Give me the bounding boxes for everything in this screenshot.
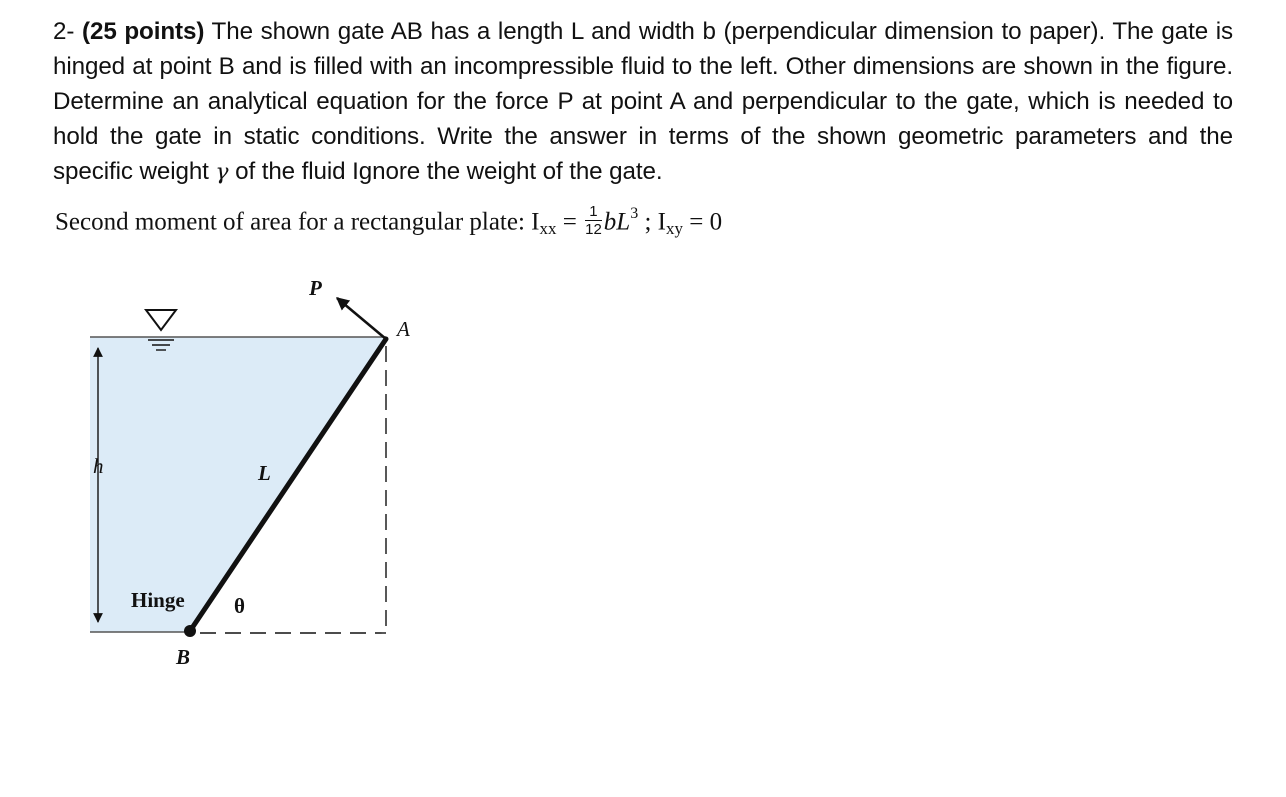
formula-prefix: Second moment of area for a rectangular plate:	[55, 208, 525, 236]
label-depth-h: h	[93, 454, 104, 478]
label-point-a: A	[397, 317, 410, 341]
label-point-b: B	[176, 645, 191, 669]
term-bl: bL	[603, 208, 631, 236]
label-hinge: Hinge	[131, 588, 185, 612]
term-exponent: 3	[630, 205, 639, 222]
gamma-symbol: γ	[215, 160, 229, 185]
label-force-p: P	[309, 276, 322, 300]
problem-points: (25 points)	[82, 18, 205, 45]
problem-text-part2: of the fluid Ignore the weight of the gate.	[235, 158, 663, 185]
ixy-subscript: xy	[665, 219, 683, 239]
label-angle-theta: θ	[234, 594, 245, 618]
hinge-point	[184, 625, 196, 637]
ixx-subscript: xx	[539, 219, 557, 239]
ixx-symbol: I	[531, 208, 540, 236]
fraction-denominator: 12	[585, 221, 602, 239]
fraction-numerator: 1	[585, 204, 602, 221]
problem-text-part1: The shown gate AB has a length L and width b (perpendicular dimension to paper). The gate is hinged at point B and is filled with an incompressible fluid to the left. Other dimensions are shown in the figure. Determine an analytical equation for the force P at point A and perpendicular to the gate, which is needed to hold the gate in static conditions. Write the answer in terms of the shown geometric parameters and the specific weight	[53, 18, 1234, 185]
force-p-arrow	[337, 298, 386, 339]
ixy-symbol: I	[657, 208, 666, 236]
equals-sign: =	[562, 208, 577, 236]
formula-separator: ;	[644, 208, 652, 236]
ixy-value: = 0	[689, 208, 723, 236]
problem-number: 2-	[53, 18, 75, 45]
label-length-l: L	[258, 461, 271, 485]
